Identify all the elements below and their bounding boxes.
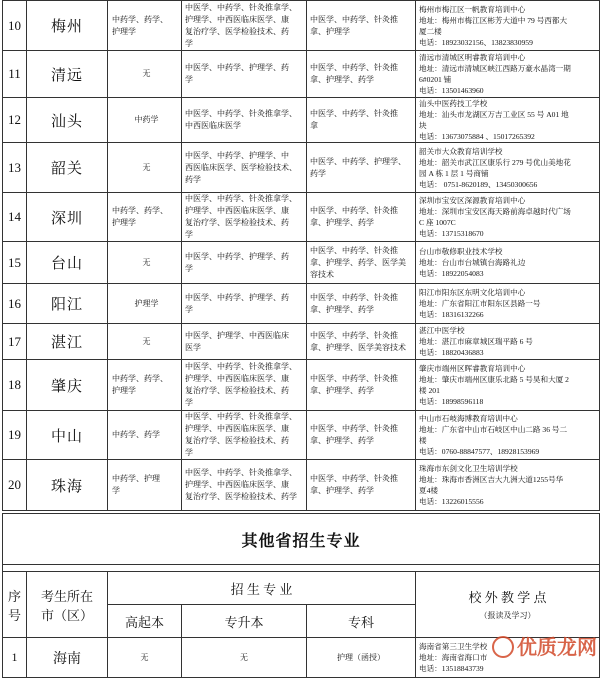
table-row (3, 284, 600, 324)
table-row (3, 324, 600, 360)
zhuanke-majors (307, 98, 416, 143)
b-line: 学 (185, 398, 193, 407)
a-line: 中药学、药学 (112, 430, 160, 439)
zhuanke-majors: 护理（函授） (307, 638, 416, 678)
d-line: 地址：广东省阳江市阳东区县路一号 (419, 299, 541, 308)
c-line: 拿、护理学、药学 (310, 304, 374, 314)
a-line: 无 (142, 336, 151, 346)
schools-table (2, 0, 600, 511)
d-line: 地址：汕头市龙湖区万吉工业区 55 号 A01 地 (419, 110, 569, 119)
d-line: 6#0201 铺 (419, 75, 452, 84)
b-line: 中医学、中药学、护理学、药 (185, 63, 289, 72)
b-line: 复治疗学、医学检验技术、药 (185, 26, 289, 36)
c-line: 拿、护理学、药学 (310, 386, 374, 395)
c-line: 中医学、中药学、针灸推 (310, 63, 398, 72)
header-region-line2: 市（区） (40, 607, 93, 623)
watermark-logo (492, 631, 597, 660)
c-line: 中医学、中药学、针灸推 (310, 424, 398, 433)
zhuanke-majors (307, 143, 416, 193)
d-line: 深圳市宝安区深源教育培训中心 (419, 196, 526, 205)
gaoqi-majors (108, 284, 182, 324)
c-line: 拿、护理学、药学 (310, 75, 374, 84)
zhuanke-majors (307, 242, 416, 284)
table-row (3, 1, 600, 51)
zhuanshen-majors (182, 1, 307, 51)
gaoqi-majors (108, 411, 182, 460)
teaching-point-line: 海南省第三卫生学校 (419, 642, 488, 651)
b-line: 学 (185, 230, 193, 239)
c-line: 容技术 (310, 269, 334, 279)
d-line: 地址：清远市清城区峡江西路万豪水晶湾一期 (419, 64, 571, 73)
spacer-row (3, 565, 600, 572)
gaoqi-majors (108, 1, 182, 51)
city-name: 海南 (27, 638, 108, 678)
table-row (3, 193, 600, 242)
header-zhuanshen: 专升本 (182, 605, 307, 638)
d-line: 汕头中医药技工学校 (419, 99, 488, 108)
d-line: 台山市敬修职业技术学校 (419, 247, 503, 256)
c-line: 中医学、中药学、针灸推 (310, 330, 398, 340)
d-line: 梅州市梅江区一帆教育培训中心 (419, 4, 526, 14)
teaching-point-info (416, 1, 600, 51)
zhuanshen-majors (182, 460, 307, 511)
b-line: 护理学、中西医临床医学、康 (185, 14, 289, 24)
c-line: 药学 (310, 168, 326, 178)
d-line: 电话：0760-88847577、18928153969 (419, 447, 540, 456)
c-line: 中医学、中药学、针灸推 (310, 245, 398, 255)
b-line: 中医学、中药学、针灸推拿学、 (185, 2, 297, 12)
teaching-point-info (416, 460, 600, 511)
b-line: 复治疗学、医学检验技术、药 (185, 386, 289, 395)
city-name: 珠海 (27, 460, 108, 511)
d-line: 地址：梅州市梅江区彬芳大道中 79 号西都大 (419, 15, 568, 25)
b-line: 复治疗学、医学检验技术、药 (185, 218, 289, 227)
header-region (27, 572, 108, 638)
d-line: 夏4楼 (419, 486, 438, 495)
table-row (3, 242, 600, 284)
b-line: 中医学、中药学、针灸推拿学、 (185, 468, 297, 477)
c-line: 拿、护理学 (310, 26, 350, 36)
gaoqi-majors (108, 193, 182, 242)
d-line: 韶关市大众教育培训学校 (419, 146, 503, 156)
row-number: 19 (3, 411, 27, 460)
a-line: 中药学、药学、 (112, 14, 168, 24)
a-line: 护理学 (112, 386, 136, 395)
teaching-point-info (416, 324, 600, 360)
table-row (3, 143, 600, 193)
d-line: 楼 (419, 436, 427, 445)
d-line: C 座 1007C (419, 218, 456, 227)
b-line: 学 (185, 75, 193, 84)
gaoqi-majors (108, 143, 182, 193)
b-line: 中西医临床医学 (185, 121, 241, 130)
city-name: 梅州 (27, 1, 108, 51)
teaching-point-info (416, 193, 600, 242)
header-region-line1: 考生所在 (40, 588, 93, 604)
teaching-point-info (416, 284, 600, 324)
row-number: 11 (3, 51, 27, 98)
d-line: 地址：台山市台城镇台海路礼边 (419, 258, 526, 267)
a-line: 中药学、药学、 (112, 374, 168, 383)
gaoqi-majors (108, 98, 182, 143)
d-line: 地址：广东省中山市石岐区中山二路 36 号二 (419, 425, 568, 434)
gaoqi-majors: 无 (108, 638, 182, 678)
zhuanshen-majors (182, 242, 307, 284)
zhuanke-majors (307, 1, 416, 51)
b-line: 中医学、中药学、针灸推拿学、 (185, 412, 297, 421)
teaching-point-line: 地址：海南省海口市 (419, 653, 488, 662)
watermark-text: 优质龙网 (517, 635, 597, 659)
b-line: 复治疗学、医学检验技术、药 (185, 436, 289, 445)
b-line: 中医学、中药学、护理学、中 (185, 150, 289, 160)
b-line: 复治疗学、医学检验技术、药学 (185, 492, 297, 501)
d-line: 电话：13226015556 (419, 497, 484, 506)
city-name: 汕头 (27, 98, 108, 143)
gaoqi-majors (108, 460, 182, 511)
d-line: 地址：深圳市宝安区海天路前海卓越时代广场 (419, 207, 571, 216)
header-enroll: 招 生 专 业 (108, 572, 416, 605)
zhuanke-majors (307, 411, 416, 460)
d-line: 肇庆市端州区晖睿教育培训中心 (419, 364, 526, 373)
d-line: 地址：湛江市麻章城区瑞平路 6 号 (419, 337, 533, 346)
d-line: 块 (419, 121, 427, 130)
table-row (3, 360, 600, 411)
table-row (3, 98, 600, 143)
row-number: 15 (3, 242, 27, 284)
city-name: 阳江 (27, 284, 108, 324)
d-line: 电话： 0751-8620189、13450300656 (419, 179, 538, 189)
c-line: 拿、护理学、医学美容技术 (310, 342, 406, 352)
zhuanshen-majors (182, 324, 307, 360)
d-line: 湛江中医学校 (419, 326, 465, 335)
zhuanshen-majors (182, 360, 307, 411)
table-row (3, 51, 600, 98)
a-line: 无 (142, 69, 151, 78)
b-line: 中医学、中药学、针灸推拿学、 (185, 109, 297, 118)
b-line: 中医学、中药学、针灸推拿学、 (185, 194, 297, 203)
gaoqi-majors (108, 51, 182, 98)
zhuanke-majors (307, 460, 416, 511)
b-line: 中医学、中药学、针灸推拿学、 (185, 362, 297, 371)
b-line: 医学 (185, 342, 201, 352)
zhuanshen-majors (182, 284, 307, 324)
row-number: 14 (3, 193, 27, 242)
table-row (3, 460, 600, 511)
teaching-point-info (416, 242, 600, 284)
city-name: 肇庆 (27, 360, 108, 411)
b-line: 中医学、护理学、中西医临床 (185, 330, 289, 340)
d-line: 中山市石岐海博教育培训中心 (419, 414, 518, 423)
a-line: 护理学 (134, 298, 159, 308)
a-line: 中药学、药学、 (112, 206, 168, 215)
c-line: 拿 (310, 121, 318, 130)
zhuanshen-majors: 无 (182, 638, 307, 678)
b-line: 中医学、中药学、护理学、药 (185, 251, 289, 261)
a-line: 无 (142, 257, 151, 267)
c-line: 中医学、中药学、针灸推 (310, 109, 398, 118)
zhuanshen-majors (182, 143, 307, 193)
c-line: 中医学、中药学、针灸推 (310, 206, 398, 215)
zhuanke-majors (307, 324, 416, 360)
d-line: 园 A 栋 1 层 1 号商铺 (419, 168, 489, 178)
gaoqi-majors (108, 242, 182, 284)
d-line: 阳江市阳东区东明文化培训中心 (419, 288, 526, 297)
row-number: 12 (3, 98, 27, 143)
b-line: 西医临床医学、医学检验技术、 (185, 162, 297, 172)
b-line: 学 (185, 304, 193, 314)
d-line: 电话：13501463960 (419, 86, 484, 95)
teaching-point-info (416, 143, 600, 193)
b-line: 护理学、中西医临床医学、康 (185, 206, 289, 215)
a-line: 中药学、护理 (112, 474, 160, 483)
header-seq-line1: 序 (7, 588, 21, 604)
row-number: 18 (3, 360, 27, 411)
d-line: 电话：13715318670 (419, 229, 484, 238)
row-number: 16 (3, 284, 27, 324)
row-number: 10 (3, 1, 27, 51)
b-line: 护理学、中西医临床医学、康 (185, 374, 289, 383)
row-number: 13 (3, 143, 27, 193)
c-line: 中医学、中药学、针灸推 (310, 292, 398, 302)
c-line: 中医学、中药学、针灸推 (310, 474, 398, 483)
header-zhuanke: 专科 (307, 605, 416, 638)
d-line: 珠海市东剑文化卫生培训学校 (419, 464, 518, 473)
row-number: 1 (3, 638, 27, 678)
zhuanke-majors (307, 360, 416, 411)
row-number: 20 (3, 460, 27, 511)
c-line: 拿、护理学、药学 (310, 436, 374, 445)
c-line: 拿、护理学、药学 (310, 218, 374, 227)
row-number: 17 (3, 324, 27, 360)
table-row (3, 411, 600, 460)
c-line: 中医学、中药学、针灸推 (310, 374, 398, 383)
d-line: 清远市清城区明睿教育培训中心 (419, 53, 526, 62)
d-line: 地址：韶关市武江区康乐行 279 号优山美地花 (419, 157, 571, 167)
zhuanke-majors (307, 193, 416, 242)
header-gaoqi: 高起本 (108, 605, 182, 638)
teaching-point-line: 电话：13518843739 (419, 664, 484, 673)
zhuanshen-majors (182, 98, 307, 143)
a-line: 无 (142, 162, 151, 172)
city-name: 深圳 (27, 193, 108, 242)
a-line: 护理学 (112, 218, 136, 227)
header-point-sub: （报读及学习） (479, 611, 536, 620)
watermark-mark-icon (492, 636, 514, 658)
d-line: 电话：18316132266 (419, 310, 484, 319)
zhuanshen-majors (182, 193, 307, 242)
b-line: 学 (185, 263, 193, 273)
b-line: 学 (185, 38, 193, 48)
gaoqi-majors (108, 324, 182, 360)
a-line: 学 (112, 486, 120, 495)
b-line: 护理学、中西医临床医学、康 (185, 424, 289, 433)
city-name: 中山 (27, 411, 108, 460)
a-line: 护理学 (112, 26, 136, 36)
d-line: 电话：13673075884 、15017265392 (419, 132, 535, 141)
b-line: 学 (185, 448, 193, 457)
header-seq-line2: 号 (7, 607, 21, 623)
teaching-point-info (416, 411, 600, 460)
teaching-point-info (416, 360, 600, 411)
header-point-title: 校 外 教 学 点 (468, 590, 547, 605)
city-name: 清远 (27, 51, 108, 98)
gaoqi-majors (108, 360, 182, 411)
c-line: 中医学、中药学、护理学、 (310, 156, 406, 166)
d-line: 地址：珠海市香洲区吉大九洲大道1255号华 (419, 475, 564, 484)
d-line: 电话：18820436883 (419, 348, 484, 357)
city-name: 台山 (27, 242, 108, 284)
section-title: 其他省招生专业 (3, 514, 600, 565)
b-line: 药学 (185, 174, 201, 184)
teaching-point-info (416, 51, 600, 98)
d-line: 厦二楼 (419, 26, 442, 36)
b-line: 中医学、中药学、护理学、药 (185, 292, 289, 302)
d-line: 电话：18922054083 (419, 269, 484, 278)
b-line: 护理学、中西医临床医学、康 (185, 480, 289, 489)
teaching-point-info (416, 98, 600, 143)
zhuanke-majors (307, 284, 416, 324)
city-name: 韶关 (27, 143, 108, 193)
city-name: 湛江 (27, 324, 108, 360)
header-seq (3, 572, 27, 638)
d-line: 楼 201 (419, 386, 440, 395)
zhuanshen-majors (182, 411, 307, 460)
d-line: 电话：18923032156、13823830959 (419, 37, 533, 47)
zhuanshen-majors (182, 51, 307, 98)
zhuanke-majors (307, 51, 416, 98)
d-line: 地址：肇庆市端州区康乐北路 5 号昊和大厦 2 (419, 375, 569, 384)
c-line: 拿、护理学、药学、医学美 (310, 257, 406, 267)
d-line: 电话：18998596118 (419, 397, 484, 406)
a-line: 中药学 (134, 115, 159, 124)
c-line: 中医学、中药学、针灸推 (310, 14, 398, 24)
header-teaching-point (416, 572, 600, 638)
c-line: 拿、护理学、药学 (310, 486, 374, 495)
